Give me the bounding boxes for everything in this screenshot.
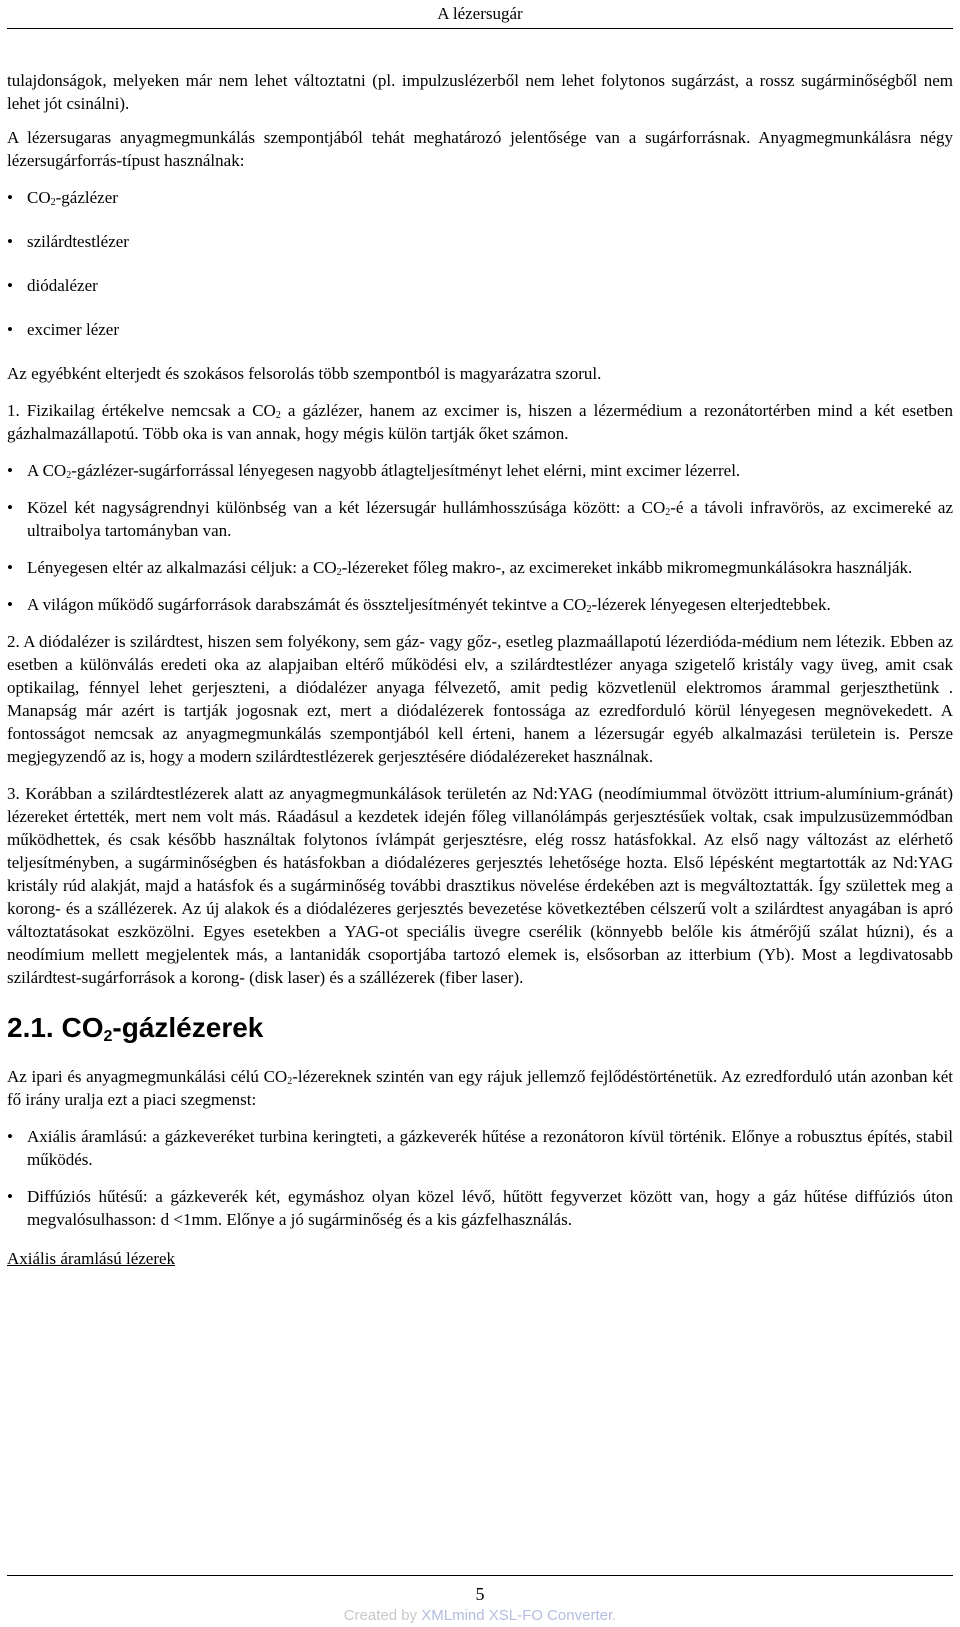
bullet-icon: • — [7, 1187, 13, 1206]
paragraph-industry: Az ipari és anyagmegmunkálási célú $CO_2$-lézereknek szintén van egy rájuk jellemző fejlődéstörténetük. Az ezredforduló után azonban két fő irány uralja ezt a piaci szegmenst: — [7, 1067, 953, 1109]
list-item-axial-flow: • Axiális áramlású: a gázkeveréket turbina keringteti, a gázkeverék hűtése a rezonátoron kívül történik. Előnye a robusztus építés, stabil működés. — [7, 1127, 953, 1169]
list-item-solid-state-laser: • szilárdtestlézer — [7, 232, 129, 251]
subscript-2: 2 — [586, 604, 592, 615]
list-item-prevalence: • A világon működő sugárforrások darabszámát és összteljesítményét tekintve a $CO_2$-lézerek lényegesen elterjedtebbek. — [7, 595, 831, 615]
bullet-icon: • — [7, 461, 13, 480]
subscript-2: 2 — [103, 1028, 113, 1045]
paragraph-section-2: 2. A diódalézer is szilárdtest, hiszen sem folyékony, sem gáz- vagy gőz-, esetleg plazmaállapotú lézerdióda-médium nem létezik. Ebben az esetben a különválás eredeti oka az alapjaiban eltérő működési elv, a szilárdtestlézer anyaga szigetelő kristály vagy üveg, amit csak optikailag, fénnyel lehet gerjeszteni, a diódalézer anyaga félvezető, amit pedig közvetlenül elektromos árammal gerjeszthetünk . Manapság már azért is tartják jogosnak ezt, mert a diódalézerek fontossága az ezredforduló körül lényegesen megnövekedett. A fontosságot nemcsak az anyagmegmunkálás szempontjából kell érteni, hanem a lézersugár egyéb alkalmazási területein is. Persze megjegyzendő az is, hogy a modern szilárdtestlézerek gerjesztésére diódalézereket használnak. — [7, 632, 953, 766]
bullet-icon: • — [7, 1127, 13, 1146]
list-item-diffusion-cooled: • Diffúziós hűtésű: a gázkeverék két, egymáshoz olyan közel lévő, hűtött fegyverzet között van, hogy a gáz hűtése diffúziós úton megvalósulhasson: d <1mm. Előnye a jó sugárminőség és a kis gázfelhasználás. — [7, 1187, 953, 1229]
link-axial-lasers-line — [7, 1247, 953, 1270]
paragraph-section-3: 3. Korábban a szilárdtestlézerek alatt az anyagmegmunkálások területén az Nd:YAG (neodímiummal ötvözött ittrium-alumínium-gránát) lézereket értették, mert nem volt más. Ráadásul a kezdetek idején főleg villanólámpás gerjesztésűek voltak, csak impulzusüzemmódban működhettek, és csak később használtak folytonos ívlámpát gerjesztésre, elég rossz hatásfokkal. Az első nagy változást az elérhető teljesítményben, a sugárminőségben és hatásfokban a diódalézeres gerjesztés lehetősége hozta. Első lépésként megtartották az Nd:YAG kristály rúd alakját, majd a hatásfok és a sugárminőség további drasztikus növelése érdekében azt is megváltoztatták. Így születtek meg a korong- és a szállézerek. Az új alakok és a diódalézeres gerjesztés bevezetése következtében célszerű volt a szilárdtest anyagában is apró változtatásokat eszközölni. Egyes esetekben a YAG-ot speciális üvegre cserélik (könnyebb belőle kis átmérőjű szálat húzni), és a neodímium mellett megjelentek más, a lantanidák csoportjába tartozó elemek is, elsősorban az itterbium (Yb). Most a legdivatosabb szilárdtest-sugárforrások a korong- (disk laser) és a szállézerek (fiber laser). — [7, 784, 953, 987]
paragraph-remark: Az egyébként elterjedt és szokásos felsorolás több szempontból is magyarázatra szorul. — [7, 364, 602, 383]
list-item-wavelength: • Közel két nagyságrendnyi különbség van a két lézersugár hullámhosszúsága között: a $CO_2-é$ a távoli infravörös, az excimereké az ultraibolya tartományban van. — [7, 498, 954, 540]
link-axial-lasers[interactable]: Axiális áramlású lézerek — [7, 1249, 176, 1268]
converter-brand: XMLmind XSL-FO Converter — [421, 1607, 613, 1624]
co2-text: CO — [263, 1067, 288, 1086]
co2-text: CO — [562, 595, 587, 614]
bullet-icon: • — [7, 498, 13, 517]
subscript-2: 2 — [50, 197, 56, 208]
subscript-2: 2 — [66, 470, 72, 481]
bullet-icon: • — [7, 232, 13, 251]
bullet-icon: • — [7, 188, 13, 207]
footer-rule — [7, 1575, 953, 1576]
paragraph-sources — [7, 126, 953, 172]
list-item-application: • Lényegesen eltér az alkalmazási céljuk: a $CO_2$-lézereket főleg makro-, az excimereket inkább mikromegmunkálásokra használják. — [7, 558, 913, 578]
bullet-icon: • — [7, 276, 13, 295]
list-item-excimer-laser: • excimer lézer — [7, 320, 120, 339]
paragraph-section-1: 1. Fizikailag értékelve nemcsak a $CO_2$ a gázlézer, hanem az excimer is, hiszen a lézermédium a rezonátortérben mind a két esetben gázhalmazállapotú. Több oka is van annak, hogy mégis külön tartják őket számon. — [7, 401, 953, 443]
document-body — [7, 29, 953, 1270]
subscript-2: 2 — [336, 567, 342, 578]
bullet-icon: • — [7, 320, 13, 339]
paragraph-sources-line2: Anyagmegmunkálásra négy lézersugárforrás-típust használnak: — [7, 128, 954, 170]
subscript-2: 2 — [665, 507, 671, 518]
subscript-2: 2 — [287, 1076, 293, 1087]
co2-text: CO — [313, 558, 337, 577]
co2-text: CO — [27, 188, 51, 207]
paragraph-sources-line1: A lézersugaras anyagmegmunkálás szempontjából tehát meghatározó jelentősége van a sugárforrásnak. — [7, 128, 751, 147]
list-item-co2-laser: • $CO_2$-gázlézer — [7, 188, 118, 208]
section-heading: 2.1. $CO_2$-gázlézerek — [7, 1012, 264, 1045]
bullet-icon: • — [7, 558, 13, 577]
bullet-icon: • — [7, 595, 13, 614]
page-number: 5 — [475, 1584, 485, 1604]
converter-credit: Created by XMLmind XSL-FO Converter. — [343, 1607, 617, 1624]
list-item-diode-laser: • diódalézer — [7, 276, 98, 295]
list-item-average-power: • A $CO_2-gázlézer$-sugárforrással lényegesen nagyobb átlagteljesítményt lehet elérni, mint excimer lézerrel. — [7, 461, 741, 481]
running-header: A lézersugár — [437, 4, 523, 23]
document-page — [7, 0, 953, 1270]
paragraph-intro-continued: tulajdonságok, melyeken már nem lehet változtatni (pl. impulzuslézerből nem lehet folytonos sugárzást, a rossz sugárminőségből nem lehet jót csinálni). — [7, 71, 953, 113]
co2-text: CO — [641, 498, 666, 517]
co2-text: CO — [42, 461, 67, 480]
subscript-2: 2 — [275, 410, 281, 421]
co2-text: CO — [252, 401, 276, 420]
